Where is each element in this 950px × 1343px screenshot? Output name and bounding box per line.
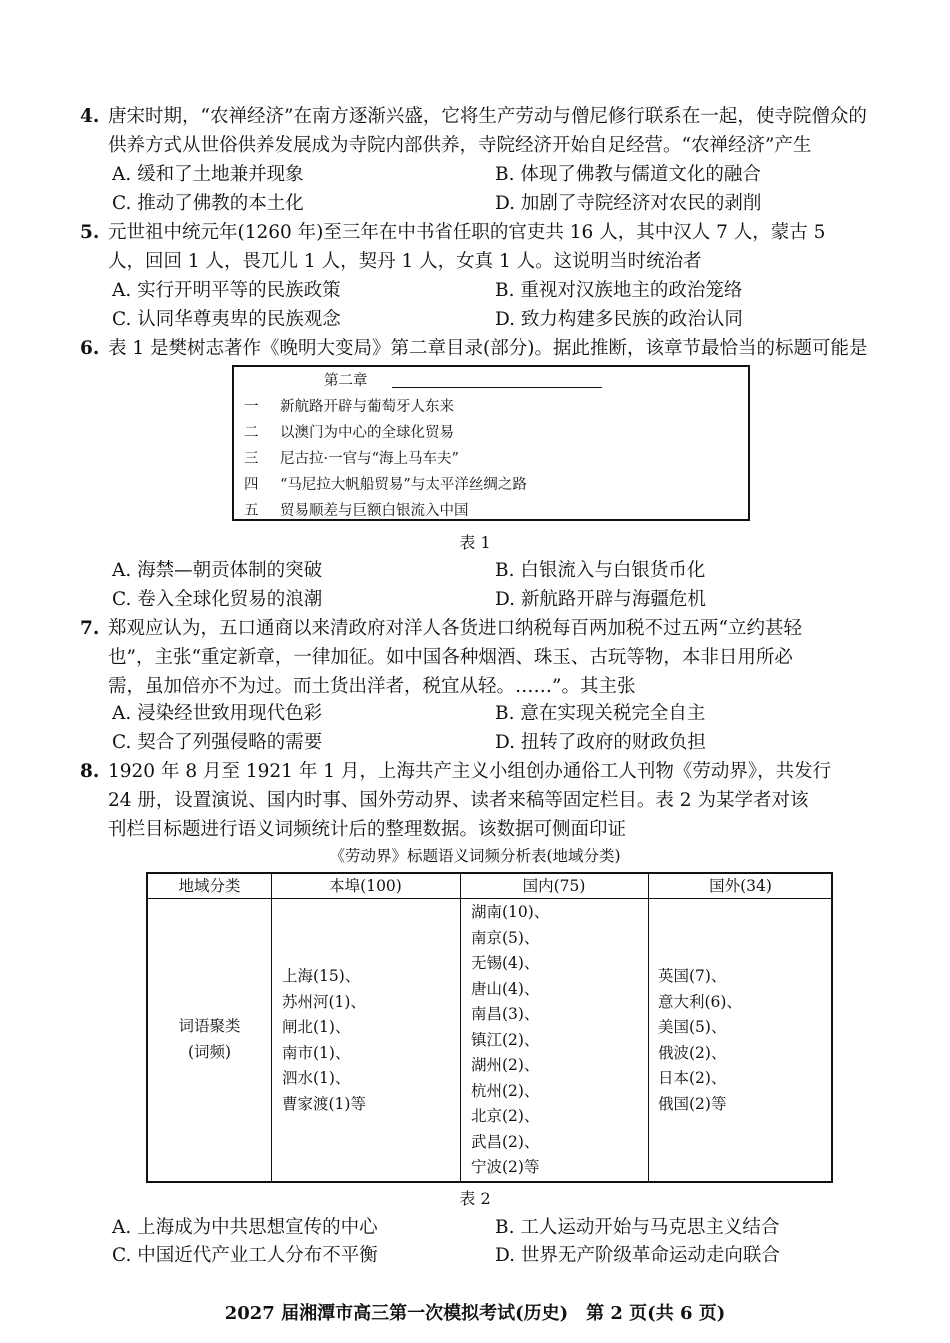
q8-option-b: B. 工人运动开始与马克思主义结合 <box>495 1217 780 1238</box>
table-2-foreign-cell: 意大利(6)、 <box>658 992 742 1011</box>
q5-option-a: A. 实行开明平等的民族政策 <box>112 280 341 301</box>
table-2-local-cell: 泗水(1)、 <box>282 1069 351 1087</box>
table-1-row: 一 新航路开辟与葡萄牙人东来 <box>244 399 454 415</box>
q8-option-a: A. 上海成为中共思想宣传的中心 <box>112 1217 378 1238</box>
table-2-foreign-cell: 俄国(2)等 <box>658 1094 727 1113</box>
table-2-header: 本埠(100) <box>329 877 402 895</box>
q4-stem-line2: 供养方式从世俗供养发展成为寺院内部供养，寺院经济开始自足经营。“农禅经济”产生 <box>108 135 812 156</box>
table-2-domestic-cell: 杭州(2)、 <box>471 1081 540 1100</box>
q6-option-c: C. 卷入全球化贸易的浪潮 <box>112 589 323 610</box>
q5-option-c: C. 认同华尊夷卑的民族观念 <box>112 309 341 330</box>
q8-option-d: D. 世界无产阶级革命运动走向联合 <box>495 1245 780 1266</box>
q5-stem-line2: 人，回回 1 人，畏兀儿 1 人，契丹 1 人，女真 1 人。这说明当时统治者 <box>108 251 702 272</box>
q5-option-b: B. 重视对汉族地主的政治笼络 <box>495 280 743 301</box>
q7-stem-line2: 也”，主张“重定新章，一律加征。如中国各种烟酒、珠玉、古玩等物，本非日用所必 <box>108 647 793 668</box>
q6-option-b: B. 白银流入与白银货币化 <box>495 560 706 581</box>
table-1-row: 四 “马尼拉大帆船贸易”与太平洋丝绸之路 <box>244 477 527 493</box>
table-2-domestic-cell: 南昌(3)、 <box>471 1005 540 1023</box>
table-1-row: 五 贸易顺差与巨额白银流入中国 <box>244 503 469 519</box>
table-1-heading: 第二章 <box>324 373 368 389</box>
table-2-divider <box>648 874 649 1181</box>
table-2-domestic-cell: 唐山(4)、 <box>471 979 540 998</box>
table-2-foreign-cell: 英国(7)、 <box>658 967 727 985</box>
q4-number: 4. <box>80 106 100 127</box>
q7-option-b: B. 意在实现关税完全自主 <box>495 703 706 724</box>
q4-option-b: B. 体现了佛教与儒道文化的融合 <box>495 164 761 185</box>
q7-stem-line3: 需，虽加倍亦不为过。而土货出洋者，税宜从轻。……”。其主张 <box>108 676 636 697</box>
table-2-local-cell: 闸北(1)、 <box>282 1018 351 1036</box>
q5-stem-line1: 元世祖中统元年(1260 年)至三年在中书省任职的官吏共 16 人，其中汉人 7 人，蒙古 5 <box>108 222 826 243</box>
q5-option-d: D. 致力构建多民族的政治认同 <box>495 309 743 330</box>
table-2-foreign-cell: 日本(2)、 <box>658 1069 727 1087</box>
table-2-header: 地域分类 <box>178 877 241 895</box>
q4-option-d: D. 加剧了寺院经济对农民的剥削 <box>495 193 762 214</box>
q6-option-d: D. 新航路开辟与海疆危机 <box>495 589 706 610</box>
table-2-row-label: (词频) <box>187 1043 232 1061</box>
q7-number: 7. <box>80 618 100 639</box>
q7-option-c: C. 契合了列强侵略的需要 <box>112 732 323 753</box>
table-2-domestic-cell: 镇江(2)、 <box>471 1030 540 1049</box>
q7-stem-line1: 郑观应认为，五口通商以来清政府对洋人各货进口纳税每百两加税不过五两“立约甚轻 <box>108 618 802 639</box>
table-2-header: 国外(34) <box>709 877 772 895</box>
table-2-foreign-cell: 美国(5)、 <box>658 1018 727 1036</box>
table-2-local-cell: 上海(15)、 <box>282 967 361 985</box>
table-2-local-cell: 南市(1)、 <box>282 1043 351 1062</box>
q7-option-a: A. 浸染经世致用现代色彩 <box>112 703 323 724</box>
table-2-domestic-cell: 北京(2)、 <box>471 1107 540 1125</box>
q8-stem-line3: 刊栏目标题进行语义词频统计后的整理数据。该数据可侧面印证 <box>108 819 627 840</box>
q4-stem-line1: 唐宋时期，“农禅经济”在南方逐渐兴盛，它将生产劳动与僧尼修行联系在一起，使寺院僧众的 <box>108 106 867 127</box>
q6-option-a: A. 海禁—朝贡体制的突破 <box>112 560 323 581</box>
table-2-header-rule <box>148 898 831 899</box>
q4-option-a: A. 缓和了土地兼并现象 <box>112 164 304 185</box>
q8-number: 8. <box>80 761 100 782</box>
q4-option-c: C. 推动了佛教的本土化 <box>112 193 304 214</box>
table-1-title-blank <box>392 387 602 388</box>
table-2-domestic-cell: 湖南(10)、 <box>471 903 550 921</box>
table-2-title: 《劳动界》标题语义词频分析表(地域分类) <box>329 847 621 865</box>
table-2-divider <box>271 874 272 1181</box>
q7-option-d: D. 扭转了政府的财政负担 <box>495 732 706 753</box>
q6-number: 6. <box>80 338 100 359</box>
table-2-caption: 表 2 <box>459 1189 491 1208</box>
q8-stem-line2: 24 册，设置演说、国内时事、国外劳动界、读者来稿等固定栏目。表 2 为某学者对该 <box>108 790 809 811</box>
q6-stem-line1: 表 1 是樊树志著作《晚明大变局》第二章目录(部分)。据此推断，该章节最恰当的标题可能是 <box>108 338 868 359</box>
q8-option-c: C. 中国近代产业工人分布不平衡 <box>112 1245 378 1266</box>
table-2-row-label: 词语聚类 <box>178 1017 241 1035</box>
table-1-row: 二 以澳门为中心的全球化贸易 <box>244 425 454 441</box>
table-2-domestic-cell: 湖州(2)、 <box>471 1056 540 1074</box>
table-2-domestic-cell: 南京(5)、 <box>471 928 540 947</box>
table-1 <box>232 365 750 521</box>
q8-stem-line1: 1920 年 8 月至 1921 年 1 月，上海共产主义小组创办通俗工人刊物《劳动界》，共发行 <box>108 761 832 782</box>
table-2 <box>146 872 833 1183</box>
table-2-domestic-cell: 宁波(2)等 <box>471 1158 540 1176</box>
table-2-header: 国内(75) <box>522 877 586 895</box>
page-footer: 2027 届湘潭市高三第一次模拟考试(历史) 第 2 页(共 6 页) <box>224 1303 726 1324</box>
table-2-divider <box>460 874 461 1181</box>
table-1-row: 三 尼古拉·一官与“海上马车夫” <box>244 451 459 467</box>
table-2-local-cell: 苏州河(1)、 <box>282 992 366 1011</box>
table-2-local-cell: 曹家渡(1)等 <box>282 1094 366 1113</box>
table-1-caption: 表 1 <box>459 533 491 552</box>
table-2-foreign-cell: 俄波(2)、 <box>658 1043 727 1062</box>
table-2-domestic-cell: 无锡(4)、 <box>471 954 540 972</box>
table-2-domestic-cell: 武昌(2)、 <box>471 1132 540 1151</box>
q5-number: 5. <box>80 222 100 243</box>
